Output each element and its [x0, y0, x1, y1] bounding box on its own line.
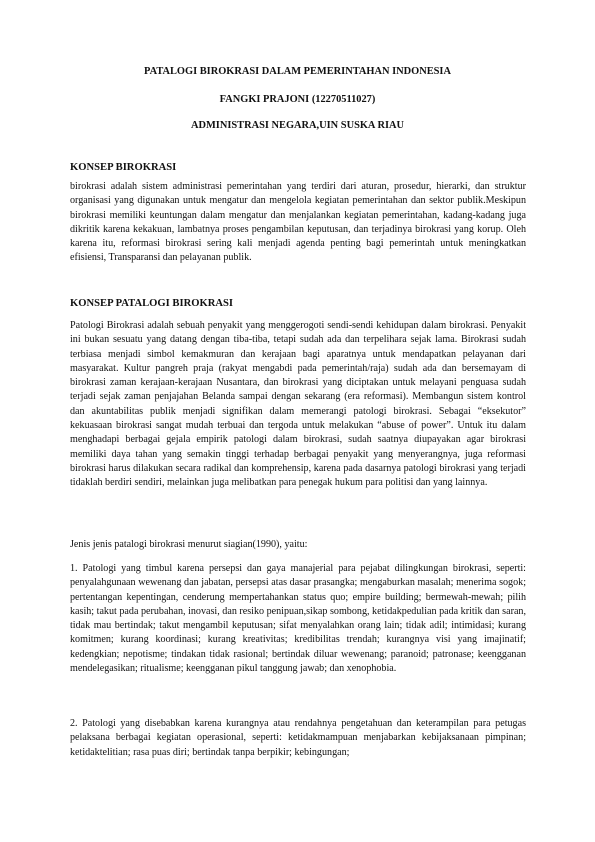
- affiliation-line: ADMINISTRASI NEGARA,UIN SUSKA RIAU: [190, 120, 405, 131]
- author-line: FANGKI PRAJONI (12270511027): [219, 94, 376, 105]
- paragraph-konsep-birokrasi: birokrasi adalah sistem administrasi pemerintahan yang terdiri dari aturan, prosedur, hierarki, dan struktur organisasi yang digunakan untuk mengatur dan mengelola kegiatan pemerintahan dan sektor publik.Meskipun birokrasi memiliki keuntungan dalam mengatur dan menjalankan kegiatan pemerintahan, kadang-kadang juga dikritik karena kekakuan, lambatnya proses pengambilan keputusan, dan terjadinya birokrasi yang korup. Oleh karena itu, reformasi birokrasi sering kali menjadi agenda penting bagi pemerintah untuk meningkatkan efisiensi, Transparansi dan pelayanan publik.: [70, 181, 526, 264]
- paragraph-patologi-definisi: Patologi Birokrasi adalah sebuah penyakit yang menggerogoti sendi-sendi kehidupan dalam birokrasi. Penyakit ini bukan sesuatu yang datang dengan tiba-tiba, tetapi sudah ada dan terpelihara sejak lama. Birokrasi sudah terbiasa menjadi simbol kemakmuran dan kerajaan bagi aparatnya untuk mendapatkan pelayanan dari masyarakat. Kultur pangreh praja (rakyat mengabdi pada pemerintah/raja) sudah ada dan bersemayam di birokrasi zaman kerajaan-kerajaan Nusantara, dan birokrasi yang diciptakan untuk melayani penguasa sudah terjadi sejak zaman penjajahan Belanda sampai dengan sekarang (era reformasi). Membangun sistem kontrol dan akuntabilitas publik menjadi signifikan dalam memerangi patologi birokrasi. Sebagai “eksekutor” kekuasaan birokrasi sangat mudah terbuai dan tergoda untuk melakukan “abuse of power”. Untuk itu dalam menghadapi berbagai gejala empirik patologi dalam birokrasi, sudah saatnya diupayakan agar birokrasi memiliki daya tahan yang semakin tinggi terhadap berbagai penyakit yang menyerangnya, juga reformasi birokrasi harus dilakukan secara radikal dan komprehensip, karena pada dasarnya patologi birokrasi yang terjadi tidaklah berdiri sendiri, melainkan juga melibatkan para penegak hukum para politisi dan yang lainnya.: [70, 320, 526, 489]
- list-item-patologi-2: 2. Patologi yang disebabkan karena kurangnya atau rendahnya pengetahuan dan keterampilan para petugas pelaksana berbagai kegiatan operasional, seperti: ketidakmampuan menjabarkan kebijaksanaan pimpinan; ketidaktelitian; rasa puas diri; bertindak tanpa berpikir; kebingungan;: [70, 718, 526, 758]
- list-item-patologi-1: 1. Patologi yang timbul karena persepsi dan gaya manajerial para pejabat dilingkungan birokrasi, seperti: penyalahgunaan wewenang dan jabatan, persepsi atas dasar prasangka; mengaburkan masalah; menerima sogok; pertentangan kepentingan, cenderung mempertahankan status quo; empire building; bermewah-mewah; pilih kasih; takut pada perubahan, inovasi, dan resiko penipuan,sikap sombong, ketidakpedulian pada kritik dan saran, tidak mau bertindak; takut mengambil keputusan; sifat menyalahkan orang lain; tidak adil; intimidasi; kurang komitmen; kurang koordinasi; kurang kreativitas; kredibilitas trendah; kurangnya visi yang imajinatif; kedengkian; nepotisme; tindakan tidak rasional; bertindak diluar wewenang; paranoid; patronase; keengganan mendelegasikan; ritualisme; keengganan pikul tanggung jawab; dan xenophobia.: [70, 563, 526, 675]
- section-heading-konsep-patalogi: KONSEP PATALOGI BIROKRASI: [70, 298, 234, 309]
- document-title: PATALOGI BIROKRASI DALAM PEMERINTAHAN INDONESIA: [144, 66, 451, 77]
- section-heading-konsep-birokrasi: KONSEP BIROKRASI: [70, 162, 177, 173]
- paragraph-jenis-intro: Jenis jenis patalogi birokrasi menurut siagian(1990), yaitu:: [70, 539, 308, 550]
